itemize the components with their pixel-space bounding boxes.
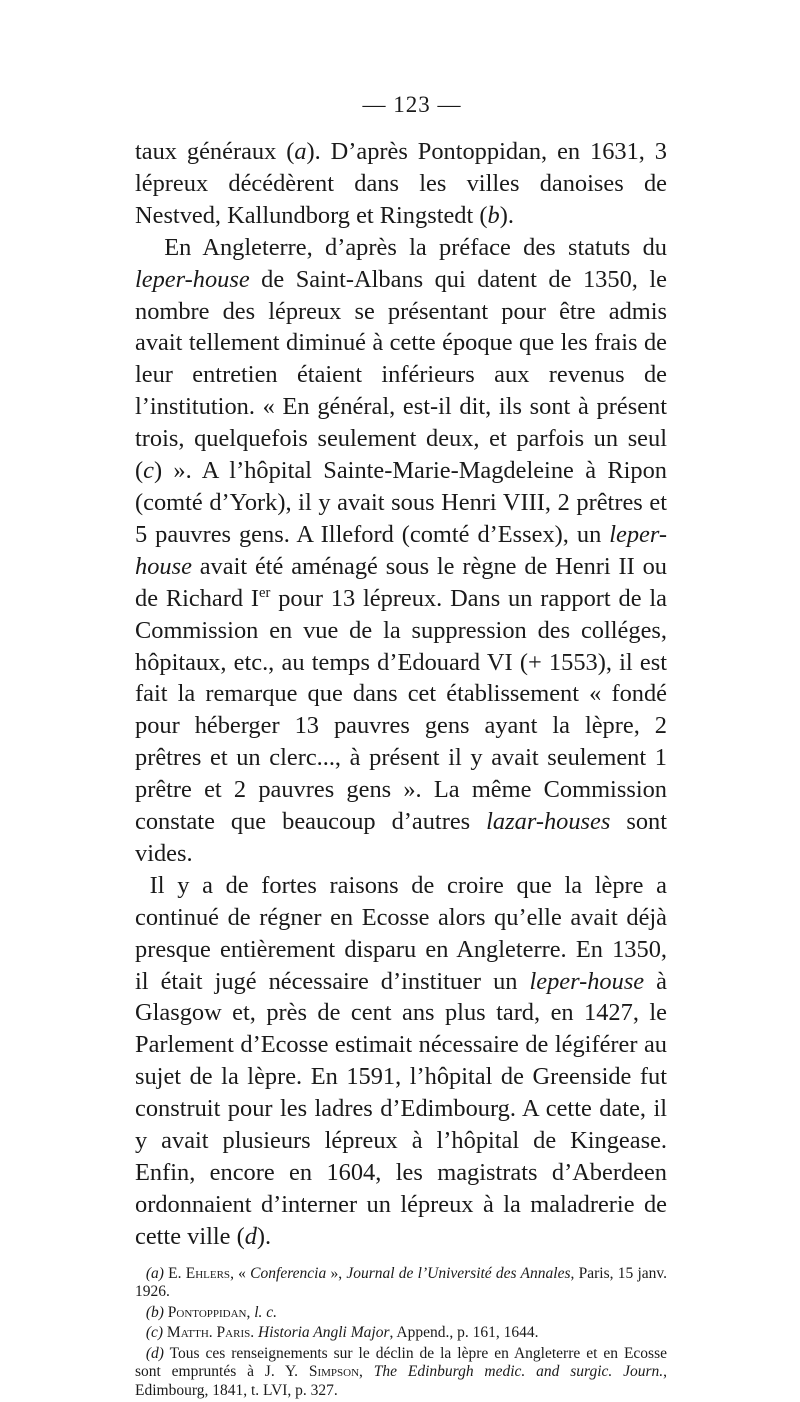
footnote-a-italic-2: Journal de l’Université des Annales xyxy=(346,1264,571,1282)
footnote-a-text-4: , Paris, 15 janv. 1926. xyxy=(135,1264,668,1301)
p2-text-1: En Angleterre, d’après la préface des statuts du xyxy=(164,233,667,261)
footnote-ref-b: b xyxy=(487,201,500,229)
footnote-a-mark: (a) xyxy=(145,1264,164,1282)
footnote-a-author: Ehlers xyxy=(185,1264,231,1282)
p2-text-2: de Saint-Albans qui datent de 1350, le nombre des lépreux se présentant pour être admis avait tellement diminué à cette époque que les frais de leur entretien étaient inférieurs aux revenus de l’institution. « En général, est-il dit, ils sont à présent trois, quelquefois seulement deux, et parfois un seul ( xyxy=(135,265,667,485)
p2-text-3: ) ». A l’hôpital Sainte-Marie-Magdeleine à Ripon (comté d’York), il y avait sous Henri VIII, 2 prêtres et 5 pauvres gens. A Illeford (comté d’Essex), un xyxy=(135,457,667,548)
footnote-b-author: Pontoppidan xyxy=(167,1303,247,1321)
p2-italic-lazar-houses: lazar-houses xyxy=(486,808,611,836)
footnote-d-italic-1: The Edinburgh medic. and surgic. Journ. xyxy=(373,1363,664,1381)
footnote-d-text-2: , xyxy=(359,1363,374,1381)
footnote-c-text-2: , Append., p. 161, 1644. xyxy=(389,1324,539,1342)
footnote-a-text-2: , « xyxy=(230,1264,251,1282)
footnote-c-author: Matth. Paris. xyxy=(166,1324,255,1342)
footnote-c-mark: (c) xyxy=(145,1324,164,1342)
footnote-ref-c: c xyxy=(143,457,154,485)
paragraph-3 xyxy=(135,870,667,1253)
footnote-a-text-3: », xyxy=(326,1264,347,1282)
paragraph-2 xyxy=(135,232,667,870)
footnote-c xyxy=(135,1324,667,1343)
footnote-c-italic-1: Historia Angli Major xyxy=(258,1324,390,1342)
footnote-b-text-1: , xyxy=(246,1303,255,1321)
footnote-ref-d: d xyxy=(244,1222,257,1250)
footnote-b-italic-1: l. c. xyxy=(254,1303,278,1321)
page-number: — 123 — xyxy=(362,92,462,117)
p2-text-6: sont vides. xyxy=(135,808,668,867)
book-page xyxy=(135,92,667,1402)
footnote-a xyxy=(135,1265,667,1302)
p2-text-4: avait été aménagé sous le règne de Henri II ou de Richard I xyxy=(135,552,667,612)
p2-italic-leper-house-2: leper-house xyxy=(135,520,667,580)
p2-superscript-er: er xyxy=(259,584,271,601)
p3-text-2: à Glasgow et, près de cent ans plus tard, en 1427, le Parlement d’Ecosse estimait nécessaire de légiférer au sujet de la lèpre. En 1591, l’hôpital de Greenside fut construit pour les ladres d’Edimbourg. A cette date, il y avait plusieurs lépreux à l’hôpital de Kingease. Enfin, encore en 1604, les magistrats d’Aberdeen ordonnaient d’interner un lépreux à la maladrerie de cette ville ( xyxy=(135,967,667,1250)
footnote-d xyxy=(135,1345,667,1401)
paragraph-1 xyxy=(135,136,667,232)
p2-text-5: pour 13 lépreux. Dans un rapport de la Commission en vue de la suppression des colléges, hôpitaux, etc., au temps d’Edouard VI (+ 1553), il est fait la remarque que dans cet établissement « fondé pour héberger 13 pauvres gens ayant la lèpre, 2 prêtres et un clerc..., à présent il y avait seulement 1 prêtre et 2 pauvres gens ». La même Commission constate que beaucoup d’autres xyxy=(135,584,667,836)
p1-text-3: ). xyxy=(499,201,514,229)
footnote-b-mark: (b) xyxy=(145,1303,164,1321)
footnote-b xyxy=(135,1304,667,1323)
footnote-ref-a: a xyxy=(294,138,307,165)
footnote-a-italic-1: Conferencia xyxy=(250,1264,327,1282)
footnote-d-text-1: Tous ces renseignements sur le déclin de la lèpre en Angleterre et en Ecosse sont empruntés à J. Y. xyxy=(135,1344,667,1381)
p1-text-2: ). D’après Pontoppidan, en 1631, 3 lépreux décédèrent dans les villes danoises de Nestved, Kallundborg et Ringstedt ( xyxy=(135,138,667,229)
p3-text-3: ). xyxy=(256,1222,272,1250)
p3-italic-leper-house: leper-house xyxy=(529,967,645,995)
footnote-d-text-3: , Edimbourg, 1841, t. LVI, p. 327. xyxy=(135,1363,668,1399)
footnote-d-mark: (d) xyxy=(145,1344,164,1362)
footnotes xyxy=(135,1265,667,1401)
footnote-d-author: Simpson xyxy=(308,1363,360,1381)
footnote-a-text-1: E. xyxy=(163,1264,186,1282)
p3-text-1: Il y a de fortes raisons de croire que la lèpre a continué de régner en Ecosse alors qu’elle avait déjà presque entièrement disparu en Angleterre. En 1350, il était jugé nécessaire d’instituer un xyxy=(135,871,667,995)
p2-italic-leper-house-1: leper-house xyxy=(135,265,250,293)
p1-text-1: taux généraux ( xyxy=(135,138,295,165)
